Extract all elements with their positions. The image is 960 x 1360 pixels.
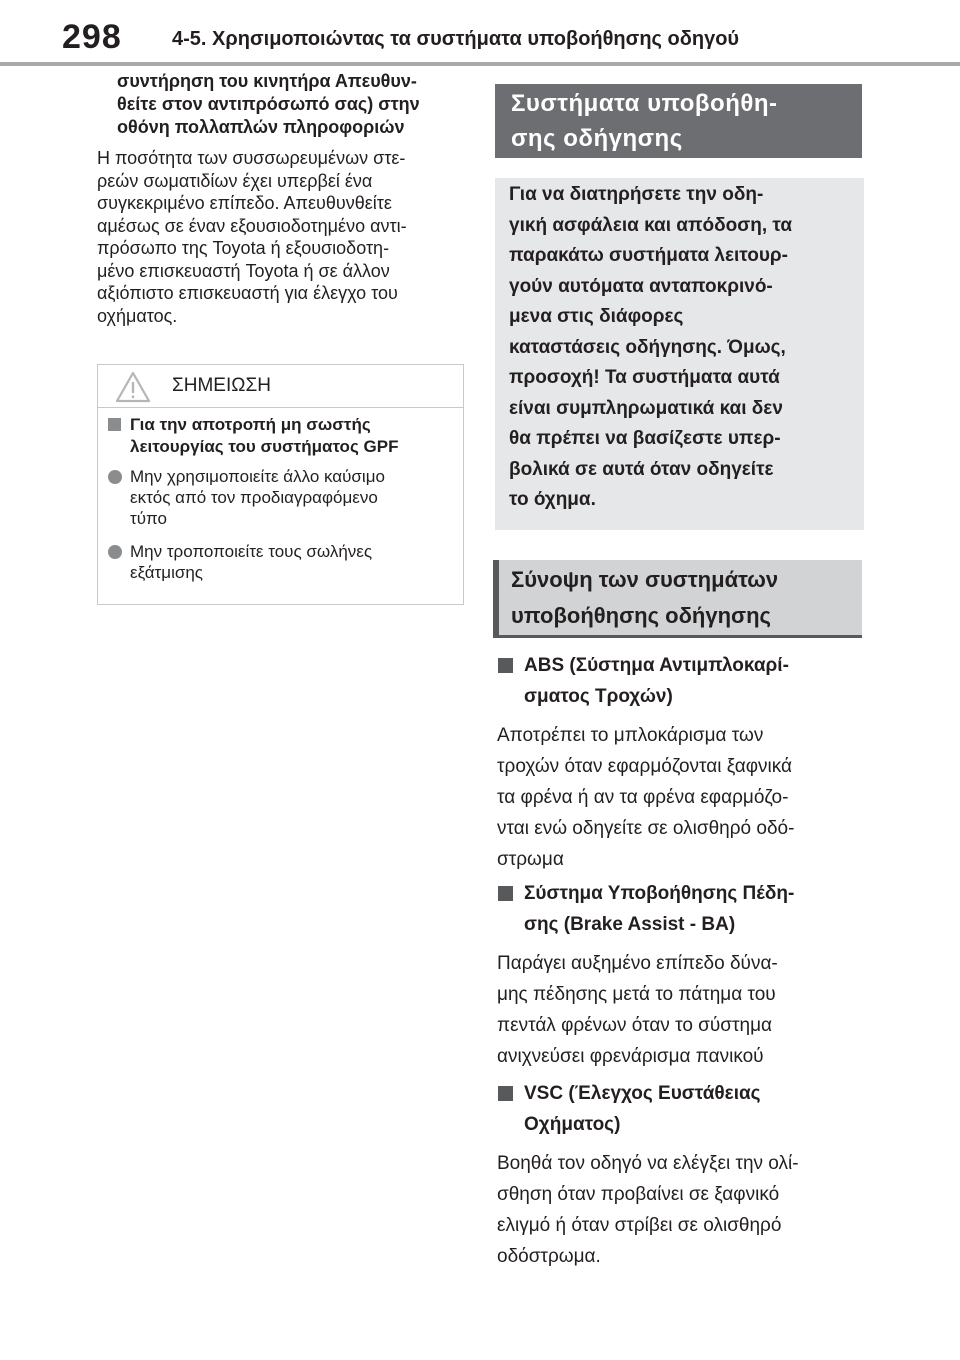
text-line: ελιγμό ή όταν στρίβει σε ολισθηρό [497, 1215, 782, 1236]
text-line: μένο επισκευαστή Toyota ή σε άλλον [97, 260, 390, 281]
text-line: τύπο [130, 509, 167, 528]
text-line: Αποτρέπει το μπλοκάρισμα των [497, 725, 764, 746]
text-line: συγκεκριμένο επίπεδο. Απευθυνθείτε [97, 193, 392, 213]
summary-heading-box [493, 560, 862, 638]
text-line: θείτε στον αντιπρόσωπό σας) στην [117, 94, 420, 114]
page-number: 298 [62, 18, 122, 56]
text-line: Σύνοψη των συστημάτων [511, 567, 779, 592]
square-bullet-icon [498, 658, 513, 673]
text-line: οδόστρωμα. [497, 1246, 601, 1267]
text-line: πρόσωπο της Toyota ή εξουσιοδοτη- [97, 238, 390, 258]
note-item [108, 541, 453, 583]
note-item [108, 466, 453, 529]
text-line: το όχημα. [509, 489, 596, 510]
text-line: οχήματος. [97, 305, 178, 326]
text-line: VSC (Έλεγχος Ευστάθειας [524, 1083, 761, 1104]
section-heading [497, 650, 862, 712]
text-line: οθόνη πολλαπλών πληροφοριών [117, 117, 405, 137]
brake-assist-section [497, 878, 862, 1072]
chapter-title: 4-5. Χρησιμοποιώντας τα συστήματα υποβοήθησης οδηγού [172, 28, 740, 50]
text-line: είναι συμπληρωματικά και δεν [509, 397, 783, 419]
text-line: προσοχή! Τα συστήματα αυτά [509, 367, 780, 388]
text-line: Συστήματα υποβοήθη- [511, 90, 778, 117]
text-line: σης (Brake Assist - BA) [524, 914, 736, 935]
warning-triangle-icon [115, 371, 151, 403]
square-bullet-icon [498, 886, 513, 901]
text-line: ανιχνεύσει φρενάρισμα πανικού [497, 1046, 764, 1067]
text-line: γούν αυτόματα ανταποκρινό- [509, 275, 773, 297]
note-header [98, 365, 463, 408]
text-line: Για την αποτροπή μη σωστής [130, 415, 371, 434]
abs-section [497, 650, 862, 875]
text-line: Βοηθά τον οδηγό να ελέγξει την ολί- [497, 1153, 799, 1174]
text-line: ρεών σωματιδίων έχει υπερβεί ένα [97, 170, 373, 191]
text-line: πεντάλ φρένων όταν το σύστημα [497, 1015, 773, 1036]
section-title-box [495, 84, 862, 158]
square-bullet-icon [108, 418, 121, 431]
section-body [497, 720, 862, 875]
section-heading [497, 878, 862, 940]
text-line: τα φρένα ή αν τα φρένα εφαρμόζο- [497, 787, 789, 808]
text-line: Παράγει αυξημένο επίπεδο δύνα- [497, 953, 778, 974]
text-line: Για να διατηρήσετε την οδη- [509, 184, 764, 205]
round-bullet-icon [108, 545, 122, 559]
section-heading [497, 1078, 862, 1140]
text-line: υποβοήθησης οδήγησης [511, 603, 771, 628]
text-line: λειτουργίας του συστήματος GPF [130, 437, 399, 456]
vsc-section [497, 1078, 862, 1272]
note-box [97, 364, 464, 605]
text-line: Μην χρησιμοποιείτε άλλο καύσιμο [130, 467, 385, 486]
text-line: μης πέδησης μετά το πάτημα του [497, 984, 776, 1005]
text-line: Μην τροποποιείτε τους σωλήνες [130, 542, 373, 561]
text-line: εξάτμισης [130, 563, 203, 582]
text-line: στρωμα [497, 849, 564, 870]
text-line: θα πρέπει να βασίζεστε υπερ- [509, 428, 781, 449]
round-bullet-icon [108, 470, 122, 484]
section-body [497, 1148, 862, 1272]
text-line: αξιόπιστο επισκευαστή για έλεγχο του [97, 283, 398, 303]
text-line: γική ασφάλεια και απόδοση, τα [509, 214, 793, 236]
left-column [97, 70, 467, 327]
text-line: τροχών όταν εφαρμόζονται ξαφνικά [497, 756, 793, 777]
header-divider [0, 62, 960, 66]
text-line: Η ποσότητα των συσσωρευμένων στε- [97, 148, 406, 168]
intro-box [495, 178, 864, 530]
note-subheading [108, 414, 453, 458]
text-line: καταστάσεις οδήγησης. Όμως, [509, 336, 786, 358]
text-line: σης οδήγησης [511, 125, 683, 152]
text-line: σματος Τροχών) [524, 686, 673, 707]
dpf-warning-paragraph [97, 147, 467, 327]
text-line: Οχήματος) [524, 1114, 621, 1135]
text-line: μενα στις διάφορες [509, 306, 684, 327]
text-line: ABS (Σύστημα Αντιμπλοκαρί- [524, 655, 789, 676]
section-body [497, 948, 862, 1072]
text-line: βολικά σε αυτά όταν οδηγείτε [509, 458, 774, 480]
text-line: συντήρηση του κινητήρα Απευθυν- [117, 71, 417, 91]
page-header [0, 0, 960, 70]
text-line: σθηση όταν προβαίνει σε ξαφνικό [497, 1184, 780, 1205]
text-line: παρακάτω συστήματα λειτουρ- [509, 245, 788, 266]
text-line: Σύστημα Υποβοήθησης Πέδη- [524, 883, 795, 904]
square-bullet-icon [498, 1086, 513, 1101]
text-line: αμέσως σε έναν εξουσιοδοτημένο αντι- [97, 215, 407, 236]
text-line: νται ενώ οδηγείτε σε ολισθηρό οδό- [497, 818, 795, 839]
continued-heading [117, 70, 467, 139]
note-title: ΣΗΜΕΙΩΣΗ [172, 375, 271, 396]
text-line: εκτός από τον προδιαγραφόμενο [130, 488, 378, 507]
